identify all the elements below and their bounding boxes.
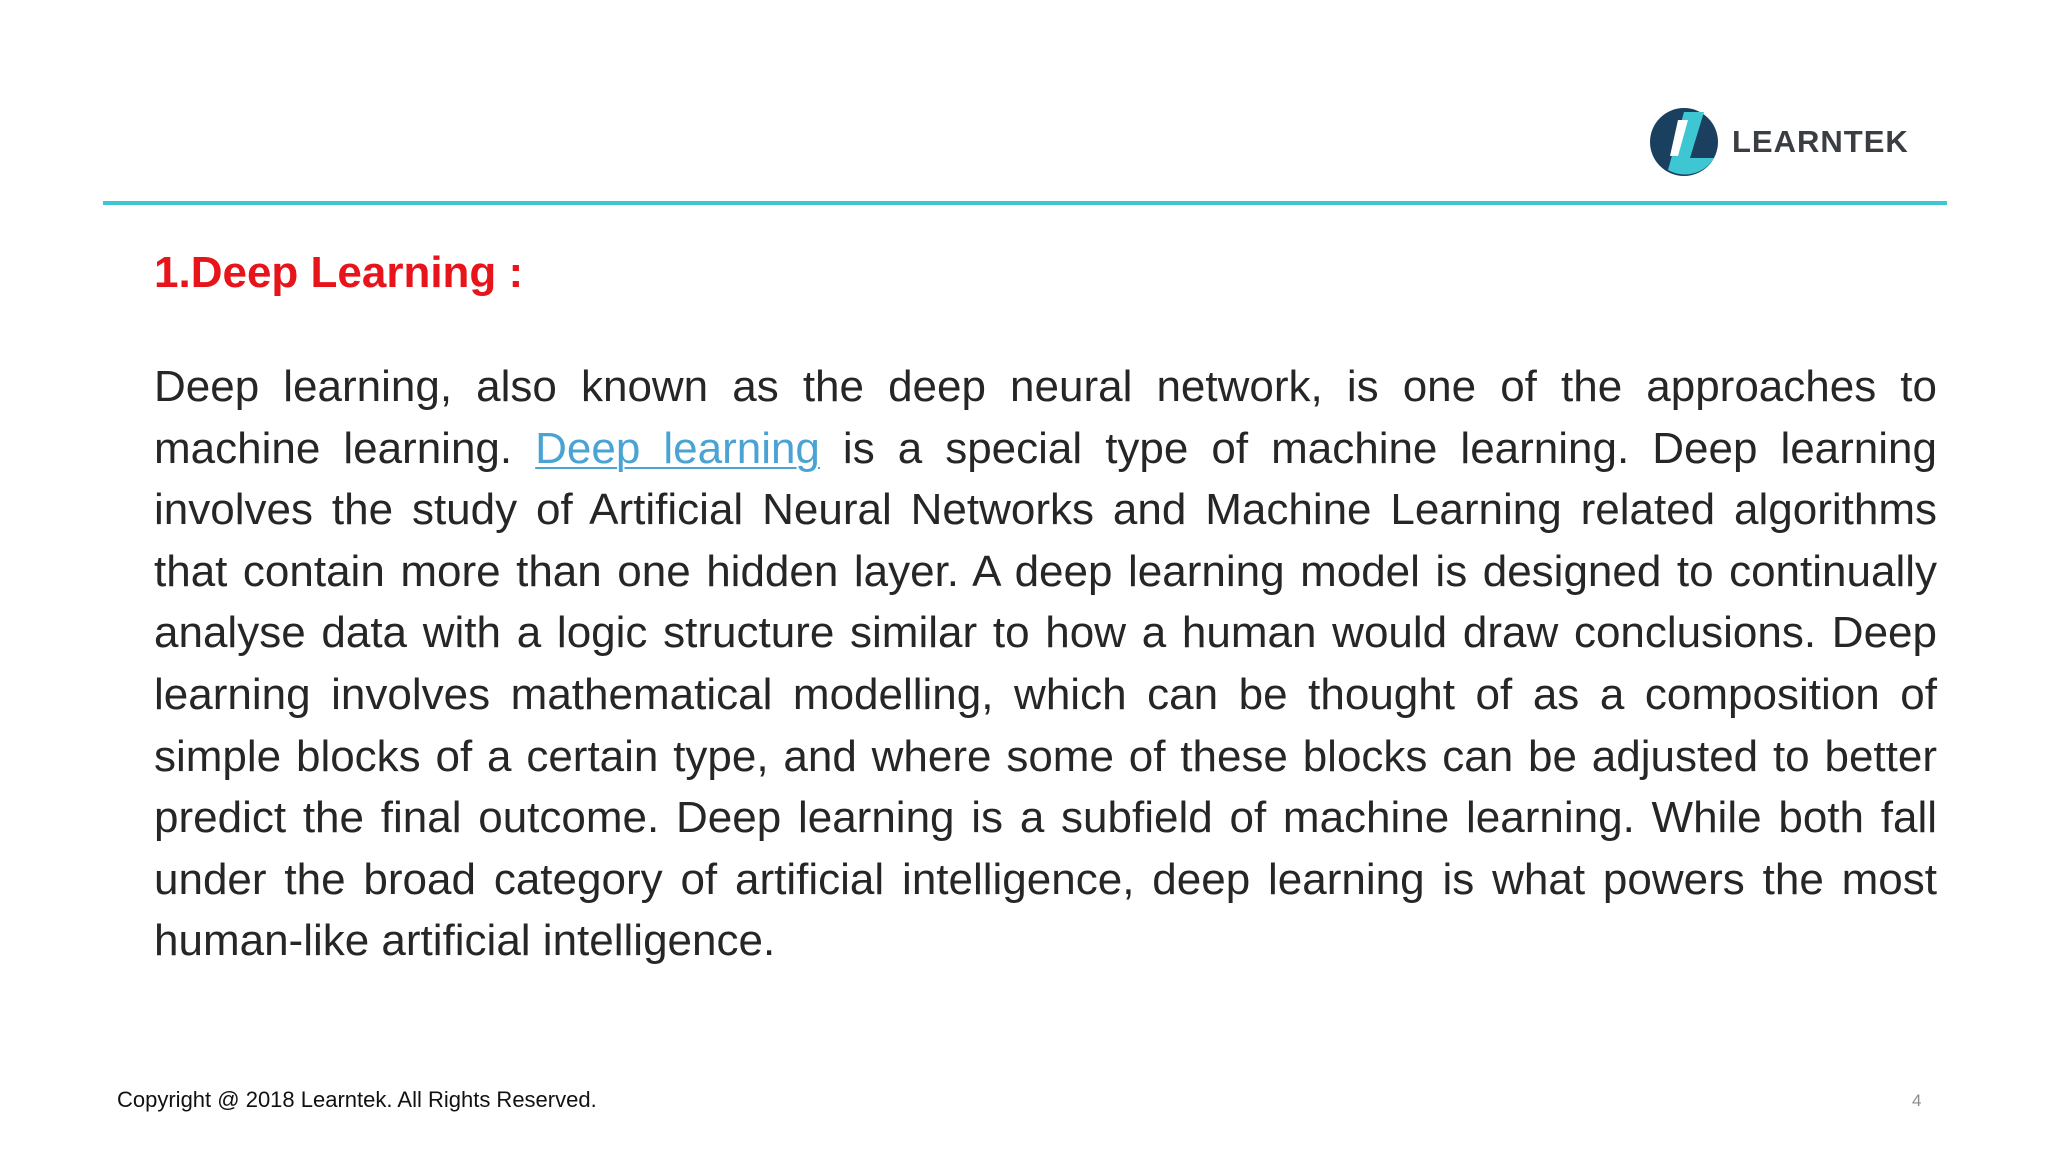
header-divider — [103, 201, 1947, 205]
learntek-logo-icon — [1648, 106, 1720, 178]
logo-wordmark: LEARNTEK — [1732, 124, 1909, 159]
deep-learning-link[interactable]: Deep learning — [535, 423, 820, 473]
learntek-logo — [1648, 104, 1909, 180]
body-paragraph — [154, 356, 1937, 972]
section-heading: 1.Deep Learning : — [154, 248, 524, 297]
paragraph-text-part1: Deep learning, also known as the deep neural network, is one of the approaches to machine learning. — [154, 362, 1937, 473]
copyright-notice: Copyright @ 2018 Learntek. All Rights Reserved. — [117, 1087, 597, 1112]
paragraph-text-part2: is a special type of machine learning. Deep learning involves the study of Artificial Neural Networks and Machine Learning related algorithms that contain more than one hidden layer. A deep learning model is designed to continually analyse data with a logic structure similar to how a human would draw conclusions. Deep learning involves mathematical modelling, which can be thought of as a composition of simple blocks of a certain type, and where some of these blocks can be adjusted to better predict the final outcome. Deep learning is a subfield of machine learning. While both fall under the broad category of artificial intelligence, deep learning is what powers the most human-like artificial intelligence. — [154, 423, 1937, 966]
page-number: 4 — [1912, 1091, 1922, 1110]
